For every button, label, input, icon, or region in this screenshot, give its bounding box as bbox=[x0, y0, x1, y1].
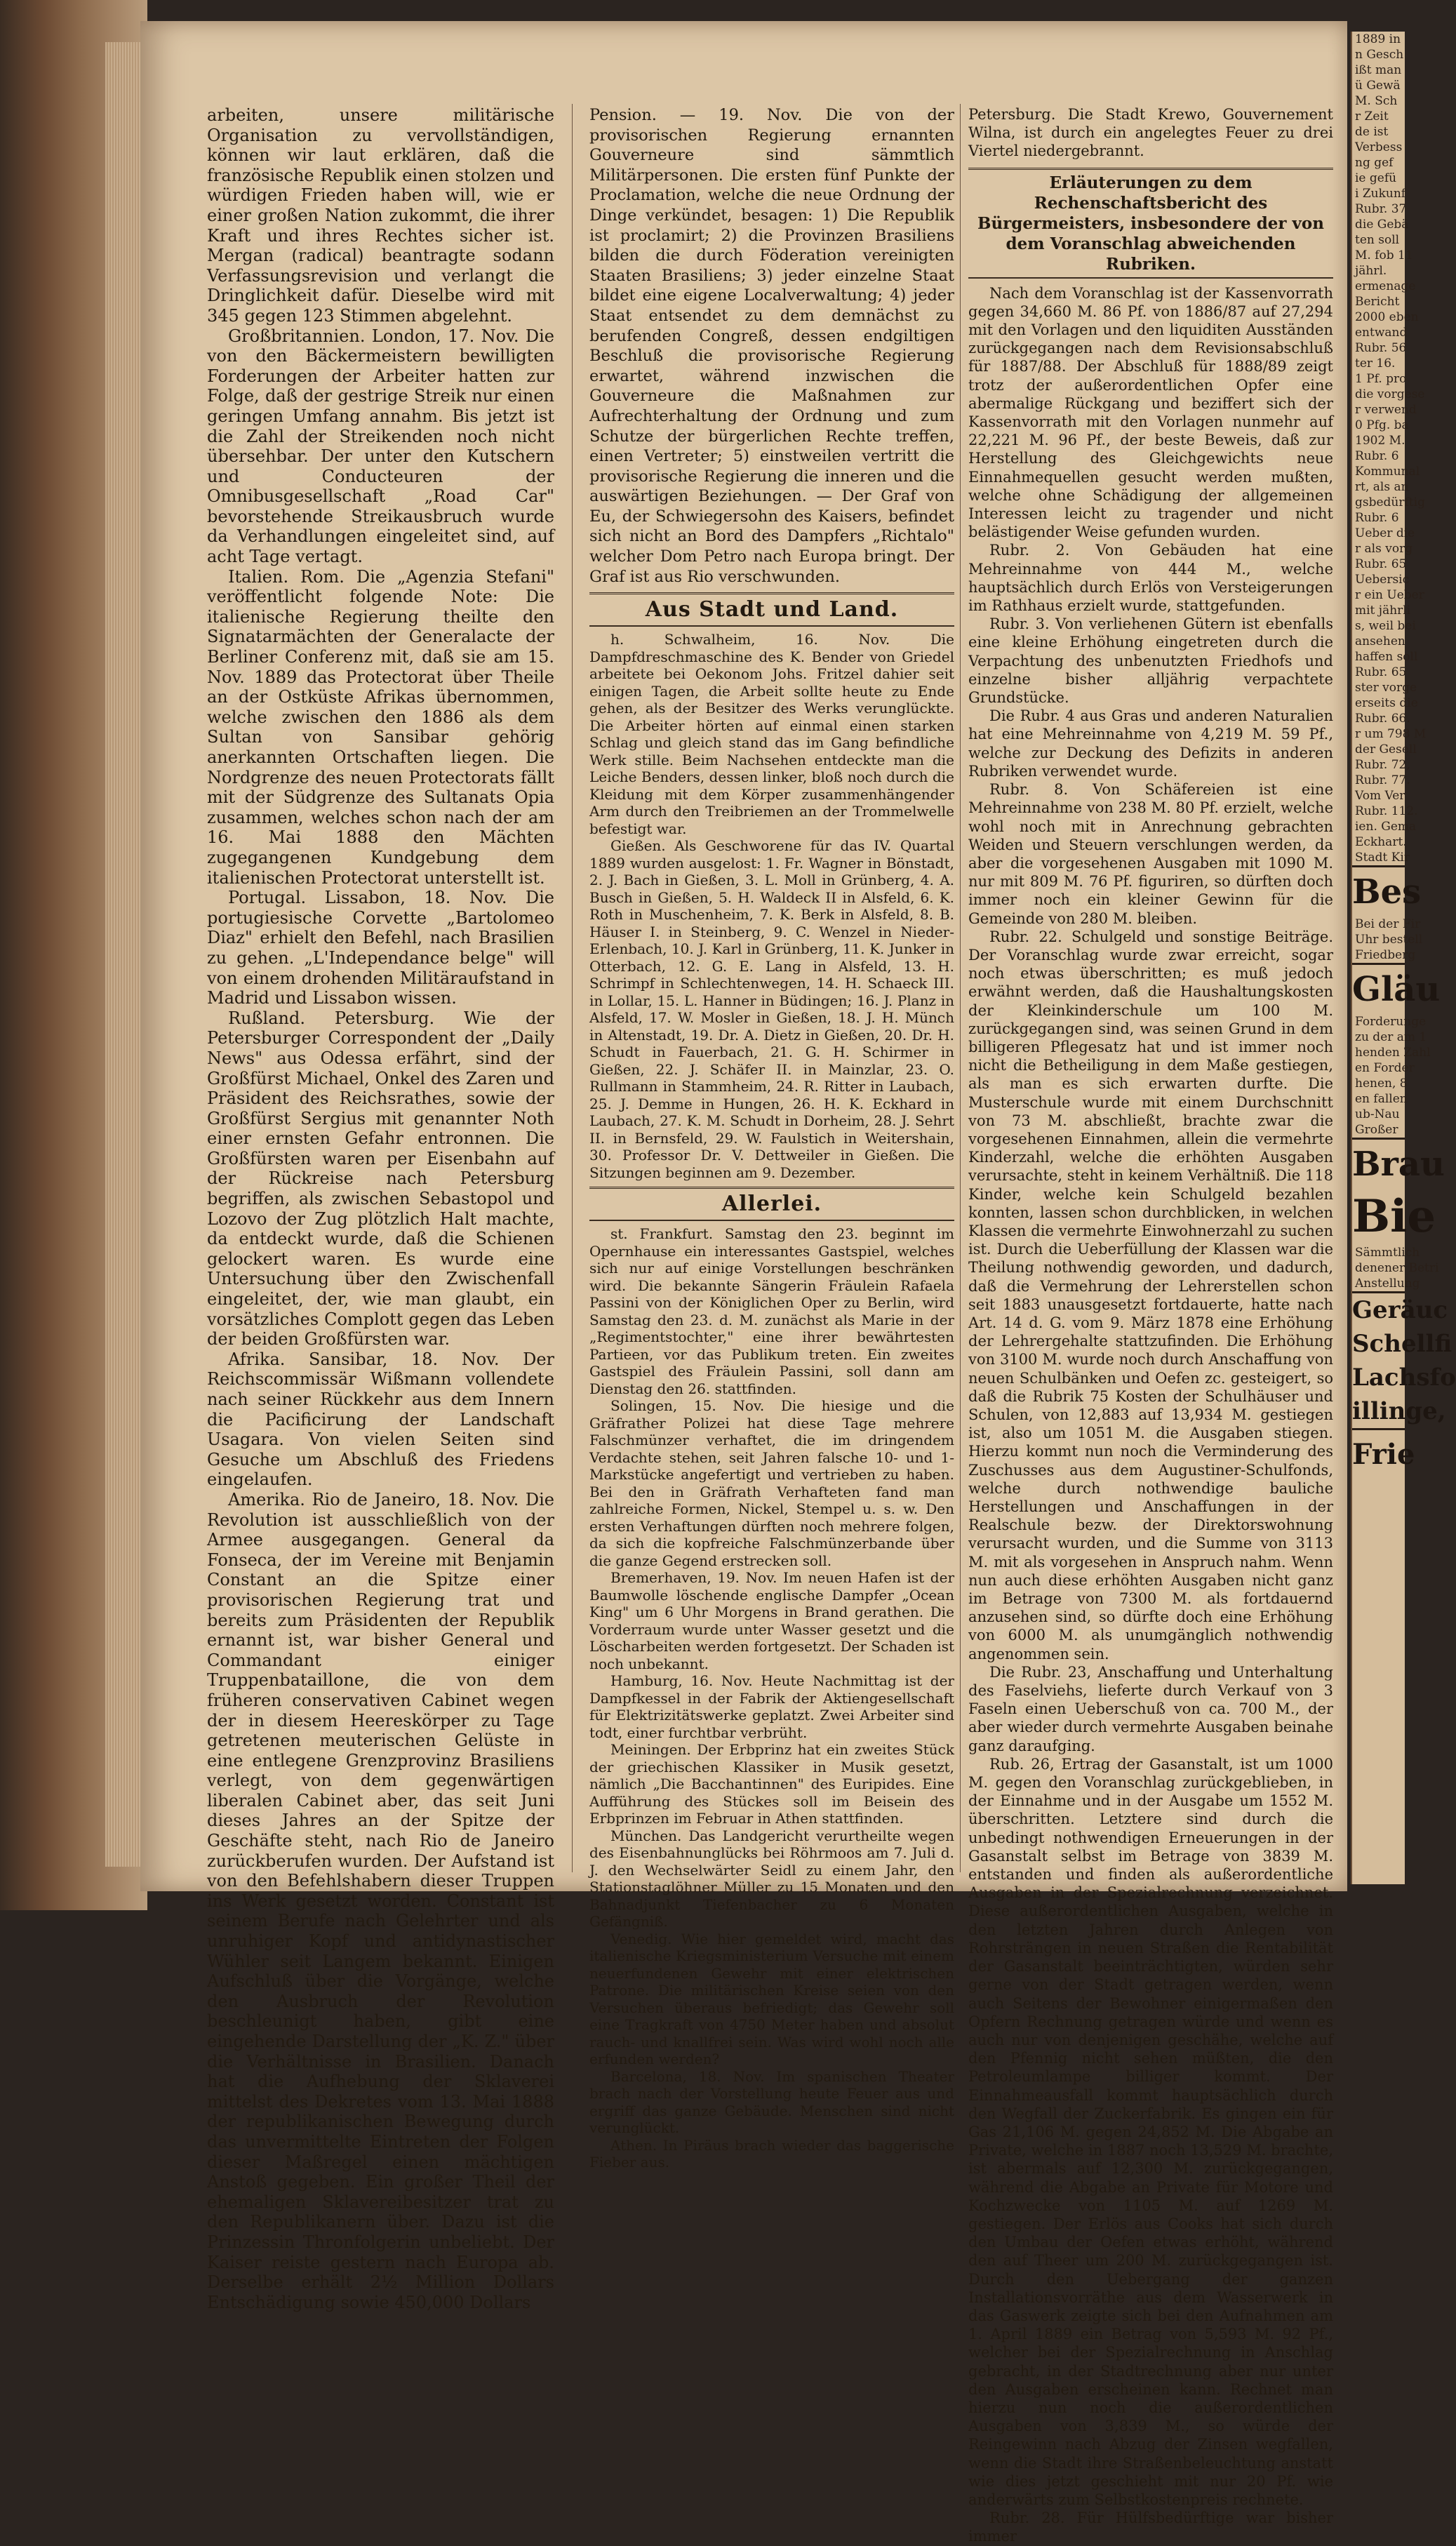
report-heading: Erläuterungen zu dem Rechenschaftsbericht des Bürgermeisters, insbesondere der von dem Voranschlag abweichenden Rubriken. bbox=[968, 168, 1333, 279]
adjacent-text-line: haffen soll bbox=[1355, 650, 1418, 664]
adjacent-text-line: Rubr. 56 bbox=[1355, 341, 1407, 355]
adjacent-text-line: Kommunal bbox=[1355, 465, 1420, 479]
news-item: Bremerhaven, 19. Nov. Im neuen Hafen ist der Baumwolle löschende englische Dampfer „Ocean King" um 6 Uhr Morgens in Brand gerathen. Die Vorderraum wurde unter Wasser gesetzt und die Löscharbeiten werden fortgesetzt. Der Schaden ist noch unbekannt. bbox=[589, 1569, 954, 1672]
adjacent-text-line: en Forder bbox=[1355, 1061, 1415, 1075]
ad-heading: Brau bbox=[1352, 1138, 1405, 1189]
news-item: Hamburg, 16. Nov. Heute Nachmittag ist der Dampfkessel in der Fabrik der Aktiengesellschaft für Elektrizitätswerke geplatzt. Zwei Arbeiter sind todt, einer furchtbar verbrüht. bbox=[589, 1672, 954, 1741]
adjacent-text-line: de ist bbox=[1355, 125, 1389, 139]
adjacent-text-line: Rubr. 112. bbox=[1355, 804, 1418, 818]
adjacent-text-line: henden Zahl bbox=[1355, 1046, 1431, 1060]
news-item: Athen. In Piräus brach wieder das baggerische Fieber aus. bbox=[589, 2136, 954, 2171]
news-item: Venedig. Wie hier gemeldet wird, macht das italienische Kriegsministerium Versuche mit einem neuerfundenen Gewehr mit einer elektrischen Patrone. Die militärischen Kreise seien von den Versuchen überaus befriedigt; das Gewehr soll eine Tragkraft von 4750 Meter haben und absolut rauch- und knallfrei sein. Was wird wohl noch alle erfunden werden? bbox=[589, 1930, 954, 2068]
adjacent-text-line: r um 798 M bbox=[1355, 727, 1427, 741]
adjacent-text-line: s, weil bei bbox=[1355, 619, 1416, 633]
column-2 bbox=[589, 105, 954, 2171]
article-paragraph: Amerika. Rio de Janeiro, 18. Nov. Die Revolution ist ausschließlich von der Armee ausgegangen. General da Fonseca, der im Vereine mit Benjamin Constant an die Spitze einer provisorischen Regierung trat und bereits zum Präsidenten der Republik ernannt ist, war bisher General und Commandant einiger Truppenbataillone, die von dem früheren conservativen Cabinet wegen der in diesem Heereskörper zu Tage getretenen meuterischen Gelüste in eine entlegene Grenzprovinz Brasiliens verlegt, von dem gegenwärtigen liberalen Cabinet aber, das seit Juni dieses Jahres an der Spitze der Geschäfte steht, nach Rio de Janeiro zurückberufen wurden. Der Aufstand ist von den Befehlshabern dieser Truppen ins Werk gesetzt worden. Constant ist seinem Berufe nach Gelehrter und als unruhiger Kopf und antidynastischer Wühler seit Langem bekannt. Einigen Aufschluß über die Vorgänge, welche den Ausbruch der Revolution beschleunigt haben, gibt eine eingehende Darstellung der „K. Z." über die Verhältnisse in Brasilien. Danach hat die Aufhebung der Sklaverei mittelst des Dekretes vom 13. Mai 1888 der republikanischen Bewegung durch das unvermittelte Eintreten der Folgen dieser Maßregel einen mächtigen Anstoß gegeben. Ein großer Theil der ehemaligen Sklavereibesitzer trat zu den Republikanern über. Dazu ist die Prinzessin Thronfolgerin unbeliebt. Der Kaiser reiste gestern nach Europa ab. Derselbe erhält 2½ Million Dollars Entschädigung sowie 450,000 Dollars bbox=[207, 1489, 554, 2312]
adjacent-text-line: erseits die bbox=[1355, 696, 1418, 710]
news-item: st. Frankfurt. Samstag den 23. beginnt im Opernhause ein interessantes Gastspiel, welches sich nur auf einige Vorstellungen beschränken wird. Die bekannte Sängerin Fräulein Rafaela Passini von der Königlichen Oper zu Berlin, wird Samstag den 23. d. M. zunächst als Marie in der „Regimentstochter," eine ihrer bewährtesten Partieen, vor das Publikum treten. Ein zweites Gastspiel des Fräulein Passini, soll dann am Dienstag den 26. stattfinden. bbox=[589, 1225, 954, 1397]
adjacent-text-line: ansehen bbox=[1355, 634, 1405, 648]
report-paragraph: Nach dem Voranschlag ist der Kassenvorrath gegen 34,660 M. 86 Pf. von 1886/87 auf 27,294 mit den Vorlagen und den liquiditen Ausständen zurückgegangen nach dem Revisionsabschluß für 1887/88. Der Abschluß für 1888/89 zeigt trotz der außerordentlichen Opfer eine abermalige Rückgang und beziffert sich der Kassenvorrath mit den Vorlagen nunmehr auf 22,221 M. 96 Pf., der beste Beweis, daß zur Herstellung des Gleichgewichts neue Einnahmequellen gesucht werden mußten, welche ohne Schädigung der allgemeinen Interessen leicht zu tragender und nicht belästigender Weise gefunden wurden. bbox=[968, 284, 1333, 541]
ad-heading: Lachsfo bbox=[1352, 1364, 1456, 1392]
report-paragraph: Die Rubr. 4 aus Gras und anderen Naturalien hat eine Mehreinnahme von 4,219 M. 59 Pf., welche zur Deckung des Defizits in anderen Rubriken verwendet wurde. bbox=[968, 707, 1333, 780]
ad-text bbox=[1352, 1245, 1439, 1291]
article-paragraph: Großbritannien. London, 17. Nov. Die von den Bäckermeistern bewilligten Forderungen der Arbeiter hatten zur Folge, daß der gestrige Streik nur einen geringen Umfang annahm. Bis jetzt ist die Zahl der Streikenden noch nicht übersehbar. Der unter den Kutschern und Conducteuren der Omnibusgesellschaft „Road Car" bevorstehende Streikausbruch wurde da Verhandlungen eingeleitet sind, auf acht Tage vertagt. bbox=[207, 326, 554, 567]
column-rule bbox=[960, 104, 961, 1872]
adjacent-text-line: der Gesell bbox=[1355, 742, 1417, 757]
adjacent-text-line: ten soll bbox=[1355, 233, 1400, 247]
news-item: München. Das Landgericht verurtheilte wegen des Eisenbahnunglücks bei Röhrmoos am 7. Juli d. J. den Wechselwärter Seidl zu einem Jahr, den Stationstaglöhner Müller zu 15 Monaten und den Bahnadjunkt Tiefenbacher zu 6 Monaten Gefängniß. bbox=[589, 1827, 954, 1931]
adjacent-text-line: ng gef bbox=[1355, 156, 1394, 170]
ad-heading: Schellfi bbox=[1352, 1330, 1452, 1358]
report-paragraph: Rub. 26, Ertrag der Gasanstalt, ist um 1000 M. gegen den Voranschlag zurückgeblieben, in der Einnahme und in der Ausgabe um 1552 M. überschritten. Letztere sind durch die unbedingt nothwendigen Erneuerungen in der Gasanstalt selbst im Betrage von 3839 M. entstanden und finden als außerordentliche Ausgaben in der Spezialrechnung verzeichnet. Diese außerordentlichen Ausgaben, welche in den letzten Jahren durch Anlegen von Rohrsträngen in neuen Straßen die Rentabilität der Gasanstalt beeinträchtigten, würden sehr gerne von der Stadt getragen werden, wenn auch Seitens der Bewohner einigermaßen den Opfern Rechnung getragen würde und wenn es auch nur von denjenigen geschähe, welche auf den Pfennig nicht sehen müßten, die den Petroleumlampe billiger kommt. Der Einnahmeausfall kommt hauptsächlich durch den Wegfall der Zuckerfabrik. Es gingen ein für Gas 21,106 M. gegen 24,852 M. Die Abgabe an Private, welche in 1887 noch 13,529 M. brachte, ist abermals auf 12,300 M. zurückgegangen, während die Abgabe an Private für Motore und Kochzwecke von 1105 M. auf 1269 M. gestiegen. Der Erlös aus Cooks hat sich durch den Umbau der Oefen etwas erhöht, während den auf Theer um 200 M. zurückgegangen ist. Durch den Uebergang der ganzen Installationsvorräthe aus dem Wasserwerk in das Gaswerk zeigte sich bei den Aufnahmen am 1. April 1889 ein Betrag von 5,593 M. 92 Pf., welcher bei der Spezialrechnung in Anschlag gebracht, in der Stadtrechnung aber nur unter den Ausgaben erscheinen kann. Rechnet man hierzu nun noch die außerordentlichen Ausgaben von 3,839 M., so würde der Reingewinn nach Abzug der Zinsen wegfallen, wenn die Stadt ihre Straßenbeleuchtung anstatt wie dies jetzt geschieht mit nur 20 Pf. wie anderwärts zum Selbstkostenpreis rechnete. bbox=[968, 1755, 1333, 2508]
adjacent-text-line: henen, 8 bbox=[1355, 1077, 1408, 1091]
adjacent-text-line: ster vorge bbox=[1355, 681, 1417, 695]
column-1 bbox=[207, 105, 554, 2312]
adjacent-text-line: Rubr. 65 bbox=[1355, 557, 1407, 571]
adjacent-text-line: rt, als an bbox=[1355, 480, 1409, 494]
adjacent-text-line: ü Gewä bbox=[1355, 79, 1401, 93]
adjacent-text-line: Ueber die bbox=[1355, 526, 1415, 540]
adjacent-text-line: ub-Nau bbox=[1355, 1107, 1400, 1121]
column-3 bbox=[968, 105, 1333, 2546]
adjacent-text-line: mit jährli bbox=[1355, 604, 1411, 618]
report-paragraph: Rubr. 28. Für Hülfsbedürftige war bisher immer bbox=[968, 2510, 1333, 2545]
adjacent-page-fragment bbox=[1351, 32, 1456, 1884]
adjacent-text-line: Bei der Fir bbox=[1355, 917, 1421, 931]
adjacent-text-line: r als vorg bbox=[1355, 542, 1413, 556]
news-item: Solingen, 15. Nov. Die hiesige und die Gräfrather Polizei hat diese Tage mehrere Falschmünzer verhaftet, die im dringendem Verdachte stehen, seit Jahren falsche 10- und 1- Markstücke angefertigt und vertrieben zu haben. Bei den in Gräfrath Verhafteten fand man zahlreiche Formen, Nickel, Stempel u. s. w. Den ersten Verhaftungen dürften noch mehrere folgen, da sich die kopfreiche Falschmünzerbande über die ganze Gegend erstrecken soll. bbox=[589, 1397, 954, 1569]
adjacent-text-line: die Gebä bbox=[1355, 218, 1409, 232]
adjacent-text-line: Rubr. 66. bbox=[1355, 712, 1410, 726]
report-paragraph: Rubr. 2. Von Gebäuden hat eine Mehreinnahme von 444 M., welche hauptsächlich durch Erlös von Versteigerungen im Rathhaus erzielt wurde, stattgefunden. bbox=[968, 542, 1333, 615]
newspaper-page bbox=[140, 21, 1347, 2545]
news-block bbox=[589, 631, 954, 1181]
news-item: h. Schwalheim, 16. Nov. Die Dampfdreschmaschine des K. Bender von Griedel arbeitete bei Oekonom Johs. Fritzel dahier seit einigen Tagen, die Arbeit sollte heute zu Ende gehen, als der Besitzer des Werks verunglückte. Die Arbeiter hörten auf einmal einen starken Schlag und gleich stand das im Gang befindliche Werk stille. Beim Nachsehen entdeckte man die Leiche Benders, dessen linker, bloß noch durch die Kleidung mit dem Körper zusammenhängender Arm durch den Treibriemen an der Trommelwelle befestigt war. bbox=[589, 631, 954, 837]
report-paragraph: Rubr. 3. Von verliehenen Gütern ist ebenfalls eine kleine Erhöhung eingetreten durch die Verpachtung des unbenutzten Friedhofs und einzelne bisher alljährig verpachtete Grundstücke. bbox=[968, 615, 1333, 707]
news-item: Barcelona, 18. Nov. Im spanischen Theater brach nach der Vorstellung heute Feuer aus und ergriff das ganze Gebäude. Menschen sind nicht verunglückt. bbox=[589, 2067, 954, 2137]
adjacent-text-line: i Zukunf bbox=[1355, 187, 1406, 201]
adjacent-text-line: Rubr. 37 bbox=[1355, 202, 1407, 216]
adjacent-text-line: Uebersic bbox=[1355, 573, 1410, 587]
adjacent-text-line: ter 16. bbox=[1355, 356, 1396, 371]
adjacent-text-line: jährl. bbox=[1355, 264, 1387, 278]
adjacent-text-line: Stadt Kir bbox=[1355, 851, 1410, 865]
report-paragraph: Rubr. 8. Von Schäfereien ist eine Mehreinnahme von 238 M. 80 Pf. erzielt, welche wohl noch mit in Anrechnung gebrachten Weiden und Steuern verschlungen werden, da aber die vorgesehenen Ausgaben mit 1090 M. nur mit 809 M. 76 Pf. figuriren, so dürften doch immer noch ein kleiner Gewinn für die Gemeinde von 280 M. bleiben. bbox=[968, 781, 1333, 927]
adjacent-text-line: Rubr. 6 bbox=[1355, 511, 1399, 525]
ad-heading: Frie bbox=[1352, 1428, 1405, 1479]
report-paragraph: Rubr. 22. Schulgeld und sonstige Beiträge. Der Voranschlag wurde zwar erreicht, sogar noch etwas überschritten; es muß jedoch erwähnt werden, daß die Haushaltungskosten der Kleinkinderschule um 100 M. zurückgegangen sind, was seinen Grund in dem billigeren Pflegesatz hat und ist immer noch nicht die Betheiligung in dem Maße gestiegen, als man es sich erwarten durfte. Die Musterschule wurde mit einem Durchschnitt von 73 M. abschließt, brachte zwar die vorgesehenen Einnahmen, allein die vermehrte Kinderzahl, welche die erhöhten Ausgaben verursachte, steht in keinem Verhältniß. Die 118 Kinder, welche kein Schulgeld bezahlen konnten, lassen schon durchblicken, in welchen Klassen die vermehrte Einwohnerzahl zu suchen ist. Durch die Ueberfüllung der Klassen war die Theilung nothwendig geworden, und dadurch, daß die Vermehrung der Lehrerstellen schon seit 1883 unausgesetzt fortdauerte, hatte nach Art. 14 d. G. vom 9. März 1878 eine Erhöhung der Lehrergehalte stattzufinden. Die Erhöhung von 3100 M. wurde noch durch Anschaffung von neuen Schulbänken und Oefen zc. gesteigert, so daß die Rubrik 75 Kosten der Schulhäuser und Schulen, von 12,883 auf 13,934 M. gestiegen ist, also um 1051 M. die Ausgaben stiegen. Hierzu kommt nun noch die Verminderung des Zuschusses aus dem Augustiner-Schulfonds, welche durch nothwendige bauliche Herstellungen und Anschaffungen in der Realschule bezw. der Direktorswohnung verursacht wurden, und die Summe von 3113 M. mit als vorgesehen in Anspruch nahm. Wenn nun auch diese erhöhten Ausgaben nicht ganz im Betrage von 7300 M. als fortdauernd anzusehen sind, so dürfte doch eine Erhöhung von 6000 M. als unumgänglich nothwendig angenommen sein. bbox=[968, 928, 1333, 1662]
adjacent-text-line: Eckhart. bbox=[1355, 835, 1407, 849]
article-paragraph: Pension. — 19. Nov. Die von der provisorischen Regierung ernannten Gouverneure sind sämmtlich Militärpersonen. Die ersten fünf Punkte der Proclamation, welche die neue Ordnung der Dinge verkündet, besagen: 1) Die Republik ist proclamirt; 2) die Provinzen Brasiliens bilden die durch Föderation vereinigten Staaten Brasiliens; 3) jeder einzelne Staat bildet eine eigene Localverwaltung; 4) jeder Staat entsendet zu dem demnächst zu berufenden Congreß, dessen endgiltigen Beschluß die provisorische Regierung erwartet, während inzwischen die Gouverneure die Maßnahmen zur Aufrechterhaltung der Ordnung und zum Schutze der bürgerlichen Rechte treffen, einen Vertreter; 5) einstweilen vertritt die provisorische Regierung die inneren und die auswärtigen Beziehungen. — Der Graf von Eu, der Schwiegersohn des Kaisers, befindet sich nicht an Bord des Dampfers „Richtalo" welcher Dom Petro nach Europa bringt. Der Graf ist aus Rio verschwunden. bbox=[589, 106, 954, 586]
adjacent-text-line: n Gesch bbox=[1355, 48, 1404, 62]
adjacent-text-line: Bericht bbox=[1355, 295, 1400, 309]
adjacent-text-line: Uhr bestell bbox=[1355, 933, 1423, 947]
adjacent-text-line: M. Sch bbox=[1355, 94, 1398, 108]
adjacent-text-line: Verbess bbox=[1355, 140, 1403, 154]
adjacent-text-line: Rubr. 6 bbox=[1355, 449, 1399, 463]
report-paragraph: Die Rubr. 23, Anschaffung und Unterhaltung des Faselviehs, lieferte durch Verkauf von 3 Faseln einen Ueberschuß von ca. 700 M., der aber wieder durch vermehrte Ausgaben beinahe ganz daraufging. bbox=[968, 1663, 1333, 1754]
ad-heading: illinge, bbox=[1352, 1397, 1446, 1425]
adjacent-text-line: zu der am 1 bbox=[1355, 1030, 1427, 1044]
adjacent-text-line: Großer bbox=[1355, 1123, 1398, 1137]
adjacent-text-line: Rubr. 72, bbox=[1355, 758, 1410, 772]
adjacent-text-line: 1902 M. bbox=[1355, 434, 1405, 448]
adjacent-text-line: Rubr. 77. bbox=[1355, 773, 1410, 787]
adjacent-text-line: Sämmtlich bbox=[1355, 1246, 1420, 1260]
article-paragraph: Rußland. Petersburg. Wie der Petersburger Correspondent der „Daily News" aus Odessa erfährt, sind der Großfürst Michael, Onkel des Zaren und Präsident des Reichsrathes, sowie der Großfürst Sergius mit genannter Noth einer ernsten Gefahr entronnen. Die Großfürsten waren per Eisenbahn auf der Rückreise nach Petersburg begriffen, als zwischen Sebastopol und Lozovo der Zug plötzlich Halt machte, da entdeckt wurde, daß die Schienen gelockert waren. Es wurde eine Untersuchung über den Zwischenfall eingeleitet, der, wie man glaubt, ein vorsätzliches Complott gegen das Leben der beiden Großfürsten war. bbox=[207, 1008, 554, 1349]
news-item: Meiningen. Der Erbprinz hat ein zweites Stück der griechischen Klassiker in Musik gesetzt, nämlich „Die Bacchantinnen" des Euripides. Eine Aufführung des Stückes soll im Beisein des Erbprinzen im Februar in Athen stattfinden. bbox=[589, 1741, 954, 1827]
adjacent-text-line: r verwend bbox=[1355, 403, 1417, 417]
adjacent-text-line: die vorgese bbox=[1355, 387, 1425, 401]
section-title-stadt-und-land: Aus Stadt und Land. bbox=[589, 592, 954, 627]
article-paragraph: Italien. Rom. Die „Agenzia Stefani" veröffentlicht folgende Note: Die italienische Regierung theilte den Signatarmächten der Generalacte der Berliner Conferenz mit, daß sie am 15. Nov. 1889 das Protectorat über Theile an der Ostküste Afrikas übernommen, welche zwischen den 1886 als dem Sultan von Sansibar gehörig anerkannten Ortschaften liegen. Die Nordgrenze des neuen Protectorats fällt mit der Südgrenze des Sultanats Opia zusammen, welches schon nach der am 16. Mai 1888 den Mächten zugegangenen Kundgebung dem italienischen Protectorat unterstellt ist. bbox=[207, 566, 554, 888]
ad-heading: Bes bbox=[1352, 865, 1405, 917]
article-paragraph: Portugal. Lissabon, 18. Nov. Die portugiesische Corvette „Bartolomeo Diaz" erhielt den Befehl, nach Brasilien zu gehen. „L'Independance belge" will von einem drohenden Militäraufstand in Madrid und Lissabon wissen. bbox=[207, 888, 554, 1008]
adjacent-text-line: r Zeit bbox=[1355, 109, 1389, 124]
adjacent-text-line: M. fob 11 bbox=[1355, 248, 1413, 262]
adjacent-text-line: Vom Ver bbox=[1355, 789, 1405, 803]
adjacent-text-line: 0 Pfg. ba bbox=[1355, 418, 1409, 432]
adjacent-text-line: Friedberg bbox=[1355, 948, 1416, 962]
adjacent-text-line: Forderunge bbox=[1355, 1015, 1427, 1029]
adjacent-text-line: Rubr. 65 bbox=[1355, 665, 1407, 679]
article-paragraph: arbeiten, unsere militärische Organisation zu vervollständigen, können wir laut erklären, daß die französische Republik einen stolzen und würdigen Frieden haben will, wie er einer großen Nation zukommt, die ihrer Kraft und ihres Rechtes sicher ist. Mergan (radical) beantragte sodann Verfassungsrevision und verlangt die Dringlichkeit dafür. Dieselbe wird mit 345 gegen 123 Stimmen abgelehnt. bbox=[207, 105, 554, 326]
adjacent-text-line: Anstellung bbox=[1355, 1277, 1420, 1291]
ad-heading: Bie bbox=[1352, 1190, 1436, 1243]
section-title-allerlei: Allerlei. bbox=[589, 1187, 954, 1221]
adjacent-text-line: gsbedürftig bbox=[1355, 495, 1425, 509]
column-rule bbox=[572, 104, 573, 1872]
news-item: Gießen. Als Geschworene für das IV. Quartal 1889 wurden ausgelost: 1. Fr. Wagner in Bönstadt, 2. J. Bach in Gießen, 3. L. Moll in Grünberg, 4. A. Busch in Gießen, 5. H. Waldeck II in Alsfeld, 6. K. Roth in Muschenheim, 7. K. Berk in Alsfeld, 8. B. Häuser I. in Steinberg, 9. C. Wenzel in Nieder-Erlenbach, 10. J. Karl in Grünberg, 11. K. Junker in Otterbach, 12. G. E. Lang in Alsfeld, 13. H. Schrimpf in Schlechtenwegen, 14. H. Schaeck III. in Lollar, 15. L. Hanner in Büdingen; 16. J. Planz in Alsfeld, 17. W. Mosler in Gießen, 18. J. H. Münch in Altenstadt, 19. Dr. A. Dietz in Gießen, 20. Dr. H. Schudt in Fauerbach, 21. G. H. Schirmer in Gießen, 22. J. Schäfer II. in Mainzlar, 23. O. Rullmann in Stammheim, 24. R. Ritter in Laubach, 25. J. Demme in Hungen, 26. H. K. Eckhard in Laubach, 27. K. M. Schudt in Dorheim, 28. J. Sehrt II. in Bernsfeld, 29. W. Faulstich in Weitershain, 30. Professor Dr. V. Dettweiler in Gießen. Die Sitzungen beginnen am 9. Dezember. bbox=[589, 837, 954, 1181]
ad-heading: Gläu bbox=[1352, 963, 1405, 1014]
article-paragraph: Petersburg. Die Stadt Krewo, Gouvernement Wilna, ist durch ein angelegtes Feuer zu drei Viertel niedergebrannt. bbox=[968, 106, 1333, 160]
adjacent-text-line: 1889 in bbox=[1355, 32, 1401, 46]
adjacent-text-line: ermenage bbox=[1355, 279, 1416, 293]
adjacent-text-line: denener Betri bbox=[1355, 1261, 1439, 1275]
adjacent-text-line: ien. Gema bbox=[1355, 820, 1417, 834]
news-block bbox=[589, 1225, 954, 2171]
adjacent-text-line: ie gefü bbox=[1355, 171, 1397, 185]
ad-heading: Geräuc bbox=[1352, 1291, 1405, 1327]
adjacent-text-line: 2000 eben bbox=[1355, 310, 1419, 324]
adjacent-text-line: ißt man bbox=[1355, 63, 1402, 77]
adjacent-text-line: en fallen bbox=[1355, 1092, 1408, 1106]
adjacent-text-line: r ein Ueber bbox=[1355, 588, 1424, 602]
article-paragraph: Afrika. Sansibar, 18. Nov. Der Reichscommissär Wißmann vollendete nach seiner Rückkehr aus dem Innern die Pacificirung der Landschaft Usagara. Von vielen Seiten sind Gesuche um Abschluß des Friedens eingelaufen. bbox=[207, 1349, 554, 1490]
adjacent-text-line: entwand bbox=[1355, 326, 1408, 340]
ad-text bbox=[1352, 917, 1423, 963]
adjacent-text-line: 1 Pf. pro bbox=[1355, 372, 1407, 386]
ad-text bbox=[1352, 1014, 1431, 1138]
adjacent-page-text bbox=[1352, 32, 1427, 865]
